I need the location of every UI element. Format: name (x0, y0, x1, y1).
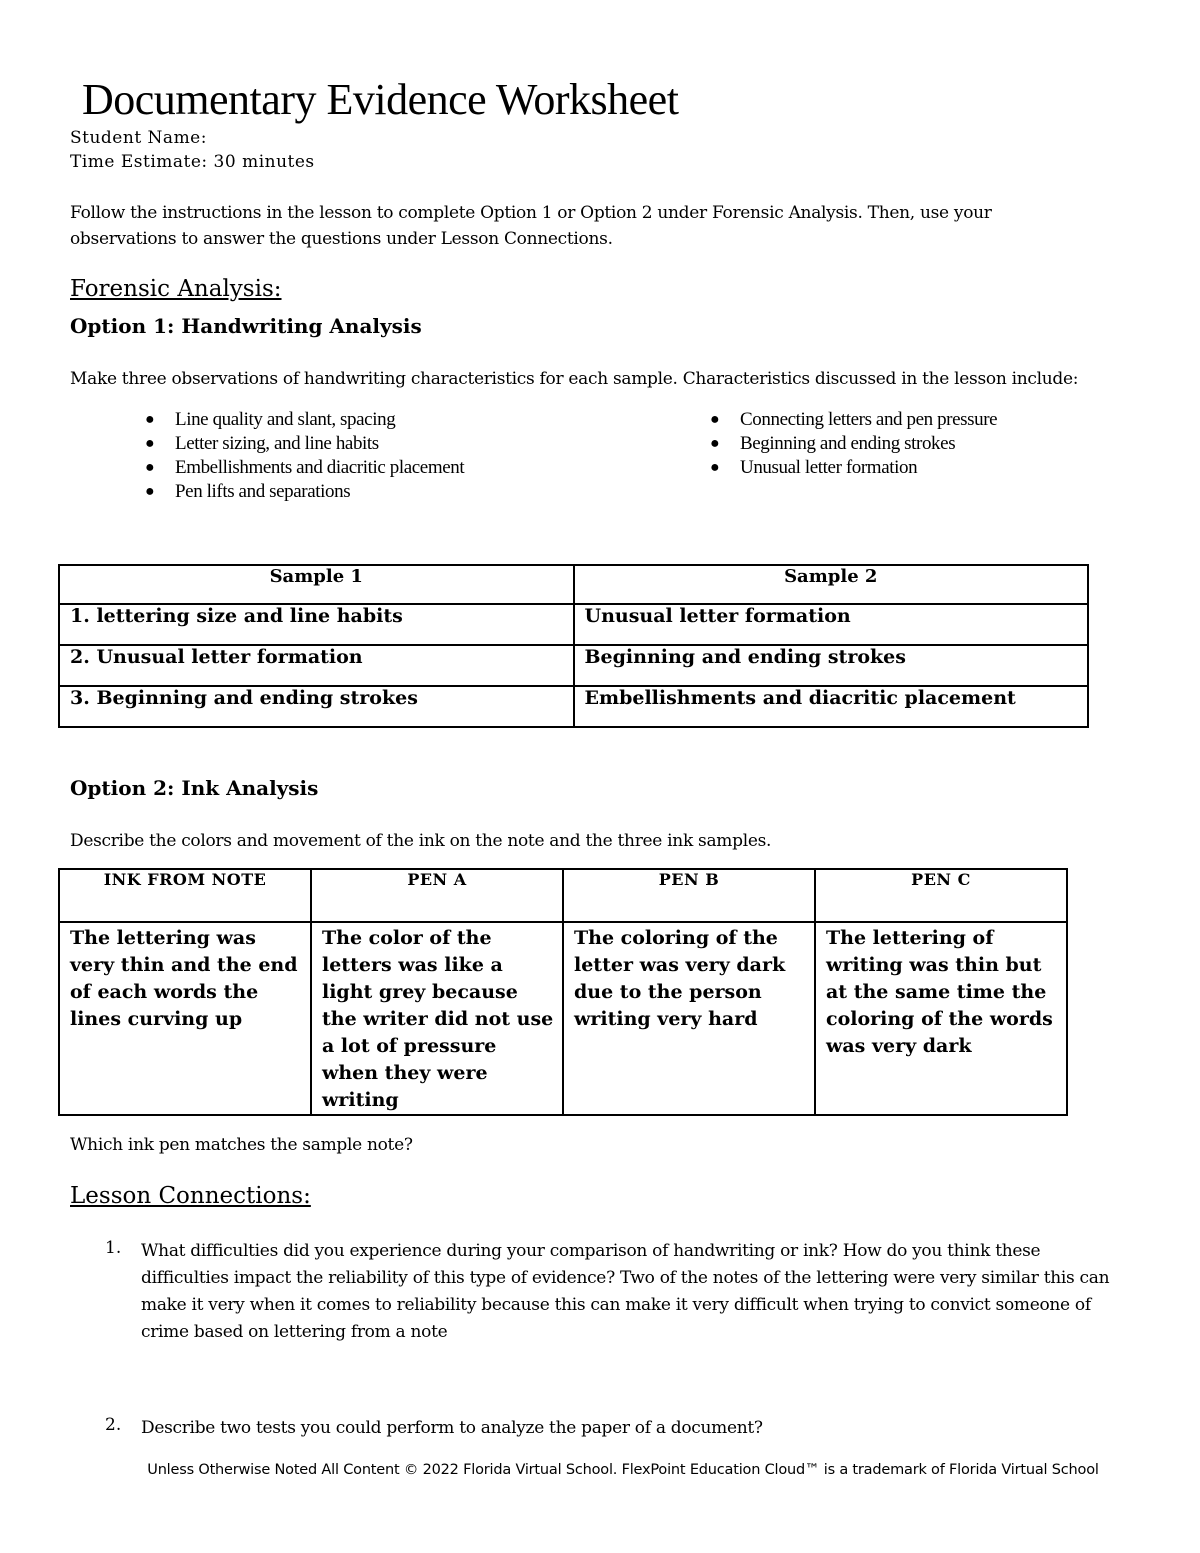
list-item: ● Beginning and ending strokes (710, 433, 956, 454)
instructions: Follow the instructions in the lesson to complete Option 1 or Option 2 under Forensic Analysis. Then, use your observations to answer the questions under Lesson Connections. (70, 203, 992, 249)
lesson-connections-heading: Lesson Connections: (70, 1183, 311, 1209)
list-item: ● Unusual letter formation (710, 457, 918, 478)
table-cell: 3. Beginning and ending strokes (59, 686, 574, 727)
forensic-analysis-heading: Forensic Analysis: (70, 276, 282, 302)
list-item: ● Pen lifts and separations (145, 481, 351, 502)
sample-2-header: Sample 2 (574, 565, 1089, 604)
pen-c-cell: The lettering of writing was thin but at the same time the coloring of the words was very dark (815, 922, 1067, 1115)
pen-a-cell: The color of the letters was like a light grey because the writer did not use a lot of pressure when they were writing (311, 922, 563, 1115)
option1-heading: Option 1: Handwriting Analysis (70, 314, 422, 338)
table-cell: Embellishments and diacritic placement (574, 686, 1089, 727)
question-2-number: 2. (105, 1415, 122, 1435)
page-title: Documentary Evidence Worksheet (82, 75, 679, 124)
copyright-footer: Unless Otherwise Noted All Content © 2022 Florida Virtual School. FlexPoint Education Cloud™ is a trademark of Florida Virtual School (147, 1462, 1099, 1478)
table-cell: Beginning and ending strokes (574, 645, 1089, 686)
sample-1-header: Sample 1 (59, 565, 574, 604)
table-cell: 1. lettering size and line habits (59, 604, 574, 645)
question-1-number: 1. (105, 1238, 122, 1258)
ink-match-question: Which ink pen matches the sample note? (70, 1135, 413, 1155)
option2-intro: Describe the colors and movement of the ink on the note and the three ink samples. (70, 831, 772, 851)
option2-heading: Option 2: Ink Analysis (70, 776, 319, 800)
list-item: ● Embellishments and diacritic placement (145, 457, 465, 478)
table-cell: 2. Unusual letter formation (59, 645, 574, 686)
pen-a-header: PEN A (311, 869, 563, 922)
list-item: ● Connecting letters and pen pressure (710, 409, 998, 430)
student-name-label: Student Name: (70, 128, 207, 148)
pen-c-header: PEN C (815, 869, 1067, 922)
characteristics-list-left (145, 408, 464, 504)
table-cell: Unusual letter formation (574, 604, 1089, 645)
question-2-text: Describe two tests you could perform to analyze the paper of a document? (141, 1418, 763, 1438)
pen-b-header: PEN B (563, 869, 815, 922)
list-item: ● Line quality and slant, spacing (145, 409, 396, 430)
pen-b-cell: The coloring of the letter was very dark due to the person writing very hard (563, 922, 815, 1115)
table-row (59, 604, 1088, 645)
table-row (59, 645, 1088, 686)
ink-from-note-header: INK FROM NOTE (59, 869, 311, 922)
handwriting-table (58, 564, 1089, 728)
characteristics-list-right (710, 408, 997, 480)
list-item: ● Letter sizing, and line habits (145, 433, 379, 454)
question-1-text: What difficulties did you experience during your comparison of handwriting or ink? How do you think these difficulties impact the reliability of this type of evidence? Two of the notes of the lettering were very similar this can make it very when it comes to reliability because this can make it very difficult when trying to convict someone of crime based on lettering from a note (141, 1241, 1110, 1342)
ink-table (58, 868, 1068, 1116)
ink-from-note-cell: The lettering was very thin and the end of each words the lines curving up (59, 922, 311, 1115)
table-row (59, 686, 1088, 727)
table-row (59, 922, 1067, 1115)
time-estimate: Time Estimate: 30 minutes (70, 152, 315, 172)
option1-intro: Make three observations of handwriting characteristics for each sample. Characteristics discussed in the lesson include: (70, 369, 1079, 389)
